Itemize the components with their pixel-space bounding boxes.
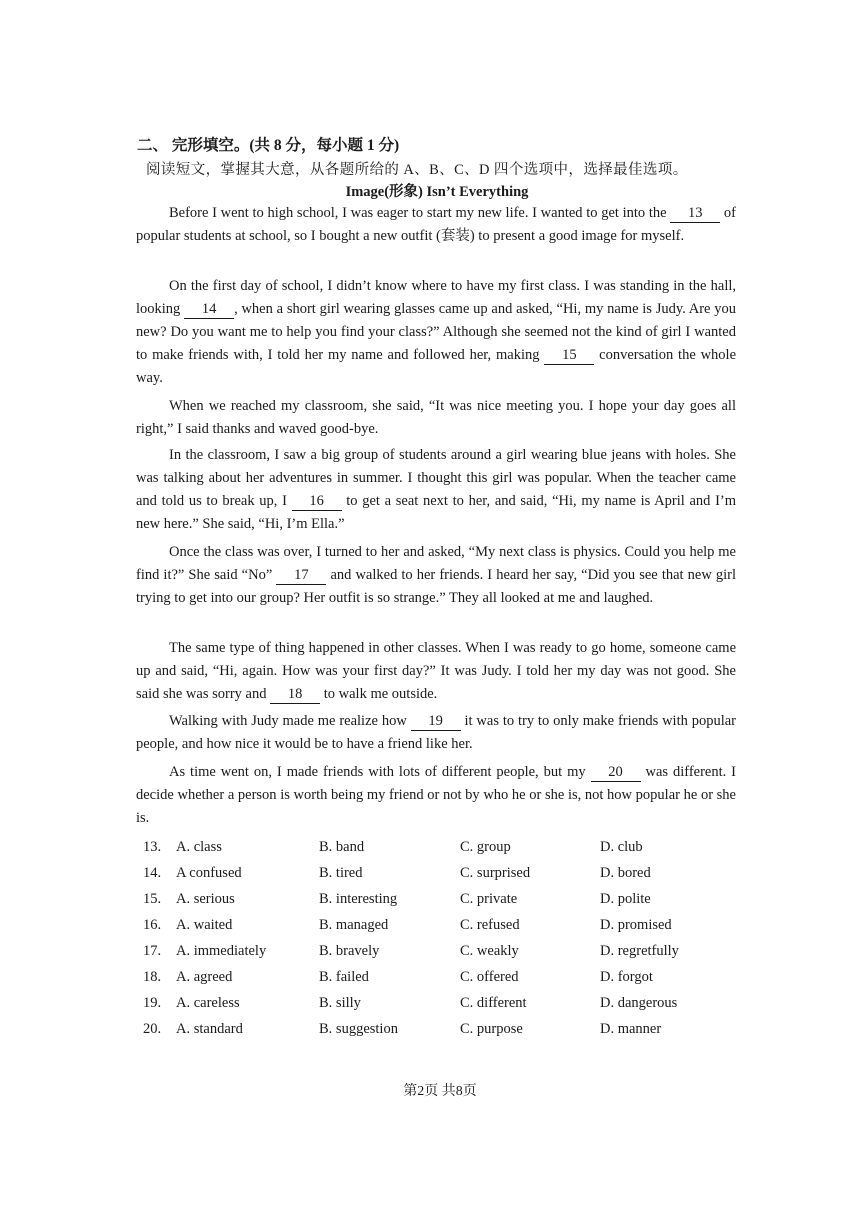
- passage-title-text: Image(形象) Isn’t Everything: [345, 184, 529, 200]
- option-b: B. managed: [319, 917, 389, 933]
- option-row-13: [143, 838, 743, 864]
- paragraph-text: was different. I decide whether a person is worth being my friend or not by who he or she is, not how popular he or she is.: [136, 764, 737, 826]
- paragraph-2: [136, 275, 736, 390]
- option-d: D. dangerous: [600, 995, 678, 1011]
- option-a: A. standard: [176, 1021, 243, 1037]
- option-c: C. group: [460, 839, 511, 855]
- blank-14: 14: [184, 301, 234, 319]
- option-c: C. refused: [460, 917, 520, 933]
- page-footer: [0, 1080, 868, 1100]
- option-a: A. careless: [176, 995, 240, 1011]
- option-b: B. silly: [319, 995, 361, 1011]
- option-a: A. serious: [176, 891, 235, 907]
- question-number: 18.: [143, 969, 162, 985]
- paragraph-text: In the classroom, I saw a big group of students around a girl wearing blue jeans with holes. She was talking about her adventures in summer. I thought this girl was popular. When the teacher came and told us to break up, I: [136, 447, 736, 509]
- paragraph-text: of popular students at school, so I bought a new outfit (套装) to present a good image for myself.: [136, 205, 737, 244]
- option-row-17: [143, 942, 743, 968]
- blank-20: 20: [591, 764, 641, 782]
- paragraph-1: [136, 202, 736, 248]
- option-b: B. failed: [319, 969, 369, 985]
- option-d: D. polite: [600, 891, 651, 907]
- option-row-16: [143, 916, 743, 942]
- option-c: C. purpose: [460, 1021, 523, 1037]
- option-row-15: [143, 890, 743, 916]
- question-number: 15.: [143, 891, 162, 907]
- question-number: 19.: [143, 995, 162, 1011]
- paragraph-text: to walk me outside.: [323, 686, 438, 702]
- option-c: C. offered: [460, 969, 519, 985]
- option-d: D. bored: [600, 865, 651, 881]
- option-a: A. class: [176, 839, 222, 855]
- blank-16: 16: [292, 493, 342, 511]
- option-d: D. forgot: [600, 969, 653, 985]
- option-d: D. club: [600, 839, 643, 855]
- question-number: 20.: [143, 1021, 162, 1037]
- paragraph-7: [136, 710, 736, 756]
- option-a: A. waited: [176, 917, 233, 933]
- option-b: B. tired: [319, 865, 363, 881]
- paragraph-text: to get a seat next to her, and said, “Hi, my name is April and I’m new here.” She said, “Hi, I’m Ella.”: [136, 493, 737, 532]
- option-a: A. agreed: [176, 969, 233, 985]
- paragraph-text: Once the class was over, I turned to her and asked, “My next class is physics. Could you help me find it?” She said “No”: [136, 544, 736, 583]
- option-row-14: [143, 864, 743, 890]
- paragraph-text: and walked to her friends. I heard her say, “Did you see that new girl trying to get into our group? Her outfit is so strange.” They all looked at me and laughed.: [136, 567, 736, 606]
- paragraph-4: [136, 444, 736, 536]
- paragraph-text: conversation the whole way.: [136, 347, 737, 386]
- blank-15: 15: [544, 347, 594, 365]
- option-b: B. suggestion: [319, 1021, 398, 1037]
- blank-19: 19: [411, 713, 461, 731]
- blank-17: 17: [276, 567, 326, 585]
- paragraph-text: it was to try to only make friends with popular people, and how nice it would be to have a friend like her.: [136, 713, 737, 752]
- blank-13: 13: [670, 205, 720, 223]
- option-row-20: [143, 1020, 743, 1046]
- option-row-19: [143, 994, 743, 1020]
- paragraph-5: [136, 541, 736, 610]
- paragraph-text: Walking with Judy made me realize how: [169, 713, 407, 729]
- paragraph-text: When we reached my classroom, she said, “It was nice meeting you. I hope your day goes all right,” I said thanks and waved good-bye.: [136, 398, 736, 437]
- answer-options: [143, 838, 743, 1046]
- question-number: 16.: [143, 917, 162, 933]
- option-b: B. interesting: [319, 891, 398, 907]
- option-d: D. manner: [600, 1021, 662, 1037]
- paragraph-text: On the first day of school, I didn’t know where to have my first class. I was standing in the hall, looking: [136, 278, 736, 317]
- question-number: 17.: [143, 943, 162, 959]
- paragraph-text: As time went on, I made friends with lots of different people, but my: [169, 764, 586, 780]
- option-c: C. different: [460, 995, 527, 1011]
- option-b: B. band: [319, 839, 365, 855]
- paragraph-text: The same type of thing happened in other classes. When I was ready to go home, someone came up and said, “Hi, again. How was your first day?” It was Judy. I told her my day was not good. She said she was sorry and: [136, 640, 736, 702]
- blank-18: 18: [270, 686, 320, 704]
- paragraph-text: , when a short girl wearing glasses came up and asked, “Hi, my name is Judy. Are you new? Do you want me to help you find your class?” Although she seemed not the kind of girl I wanted to make friends with, I told her my name and followed her, making: [136, 301, 737, 363]
- option-c: C. surprised: [460, 865, 531, 881]
- passage-title: [0, 180, 868, 201]
- option-row-18: [143, 968, 743, 994]
- section-instruction: 阅读短文，掌握其大意，从各题所给的 A、B、C、D 四个选项中，选择最佳选项。: [146, 162, 688, 178]
- option-b: B. bravely: [319, 943, 380, 959]
- option-c: C. private: [460, 891, 518, 907]
- question-number: 14.: [143, 865, 162, 881]
- page-number: 第2页 共8页: [403, 1084, 477, 1099]
- paragraph-6: [136, 637, 736, 706]
- option-d: D. promised: [600, 917, 672, 933]
- option-d: D. regretfully: [600, 943, 679, 959]
- option-c: C. weakly: [460, 943, 519, 959]
- paragraph-8: [136, 761, 736, 830]
- section-heading: 二、 完形填空。(共 8 分，每小题 1 分): [137, 137, 400, 154]
- question-number: 13.: [143, 839, 162, 855]
- option-a: A confused: [176, 865, 242, 881]
- paragraph-3: [136, 395, 736, 441]
- paragraph-text: Before I went to high school, I was eager to start my new life. I wanted to get into the: [169, 205, 667, 221]
- option-a: A. immediately: [176, 943, 267, 959]
